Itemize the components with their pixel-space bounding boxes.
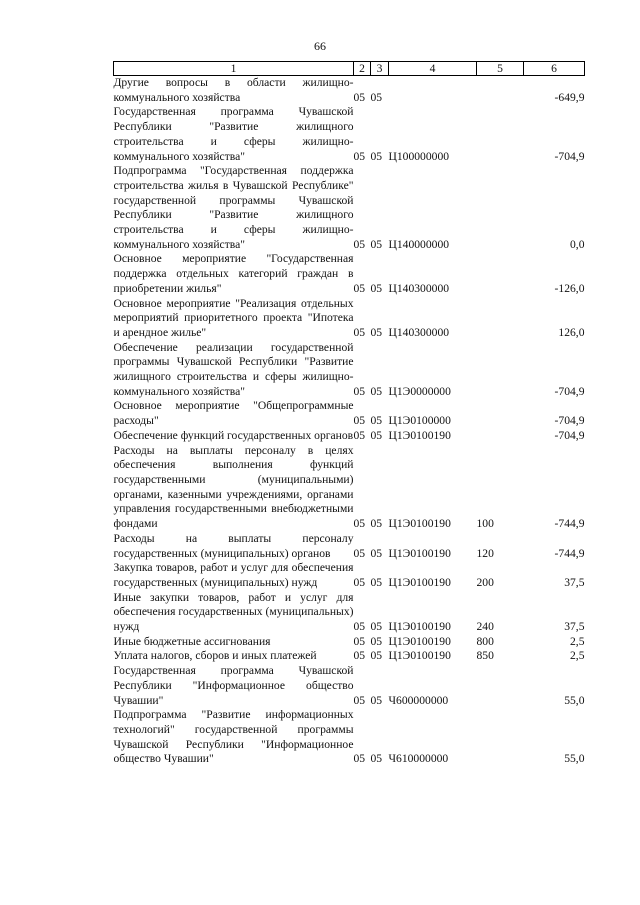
header-col-2: 2 xyxy=(354,62,371,76)
row-name: Государственная программа Чувашской Республики "Информационное общество Чувашии" xyxy=(113,664,354,707)
page-number: 66 xyxy=(314,39,326,53)
row-section: 05 xyxy=(353,546,366,560)
row-amount: 37,5 xyxy=(564,575,585,589)
row-expense-type xyxy=(477,76,524,106)
row-subsection: 05 xyxy=(370,384,383,398)
row-expense-type xyxy=(477,105,524,164)
row-name: Подпрограмма "Развитие информационных технологий" государственной программы Чувашской Республики "Информационное общество Чувашии" xyxy=(113,708,354,766)
row-section: 05 xyxy=(353,620,366,634)
row-section: 05 xyxy=(353,634,366,648)
row-target-article: Ц1Э0000000 xyxy=(388,384,451,398)
row-name: Основное мероприятие "Реализация отдельных мероприятий приоритетного проекта "Ипотека и арендное жилье" xyxy=(113,296,354,339)
row-section: 05 xyxy=(353,575,366,589)
row-subsection: 05 xyxy=(370,517,383,531)
row-expense-type xyxy=(477,252,524,296)
row-name: Основное мероприятие "Государственная поддержка отдельных категорий граждан в приобретении жилья" xyxy=(113,252,354,295)
row-expense-type xyxy=(477,429,524,444)
row-expense-type: 800 xyxy=(476,634,494,648)
row-amount: -126,0 xyxy=(554,281,585,295)
row-target-article: Ц140000000 xyxy=(388,237,450,251)
table-row xyxy=(114,561,585,590)
row-subsection: 05 xyxy=(370,428,383,442)
row-expense-type xyxy=(477,399,524,428)
row-amount: 55,0 xyxy=(564,693,585,707)
table-row xyxy=(114,297,585,341)
header-col-3: 3 xyxy=(371,62,389,76)
row-amount: 0,0 xyxy=(570,237,585,251)
row-section: 05 xyxy=(353,693,366,707)
table-row xyxy=(114,429,585,444)
row-name: Основное мероприятие "Общепрограммные расходы" xyxy=(113,399,354,428)
row-target-article: Ч600000000 xyxy=(388,693,449,707)
header-col-1: 1 xyxy=(114,62,354,76)
row-subsection: 05 xyxy=(370,414,383,428)
row-target-article xyxy=(389,76,477,106)
row-subsection: 05 xyxy=(370,237,383,251)
row-section: 05 xyxy=(353,752,366,766)
row-subsection: 05 xyxy=(370,325,383,339)
row-target-article: Ц100000000 xyxy=(388,149,450,163)
row-section: 05 xyxy=(353,428,366,442)
table-row xyxy=(114,708,585,767)
row-amount: -704,9 xyxy=(554,149,585,163)
row-name: Другие вопросы в области жилищно-коммунального хозяйства xyxy=(113,76,354,104)
table-row xyxy=(114,252,585,296)
row-target-article: Ц1Э0100190 xyxy=(388,634,451,648)
table-row xyxy=(114,664,585,708)
row-amount: 2,5 xyxy=(570,649,585,663)
header-col-4: 4 xyxy=(389,62,477,76)
table-row xyxy=(114,649,585,664)
row-expense-type: 240 xyxy=(476,620,494,634)
row-name: Уплата налогов, сборов и иных платежей xyxy=(113,649,317,663)
row-target-article: Ц1Э0100190 xyxy=(388,649,451,663)
row-expense-type xyxy=(477,297,524,341)
table-header-row xyxy=(114,62,585,76)
row-amount: -649,9 xyxy=(554,90,585,104)
table-row xyxy=(114,532,585,561)
row-name: Иные бюджетные ассигнования xyxy=(113,634,271,648)
row-subsection: 05 xyxy=(370,575,383,589)
table-row xyxy=(114,105,585,164)
row-target-article: Ц1Э0100190 xyxy=(388,620,451,634)
row-target-article: Ц1Э0100190 xyxy=(388,517,451,531)
header-col-6: 6 xyxy=(524,62,585,76)
row-section: 05 xyxy=(353,649,366,663)
row-amount: -704,9 xyxy=(554,414,585,428)
row-expense-type xyxy=(477,164,524,252)
row-name: Обеспечение функций государственных органов xyxy=(113,428,354,442)
row-amount: 55,0 xyxy=(564,752,585,766)
row-target-article: Ч610000000 xyxy=(388,752,449,766)
row-section: 05 xyxy=(353,237,366,251)
row-section: 05 xyxy=(353,414,366,428)
header-col-5: 5 xyxy=(477,62,524,76)
table-row xyxy=(114,76,585,106)
row-name: Обеспечение реализации государственной программы Чувашской Республики "Развитие жилищного строительства и сферы жилищно-коммунального хозяйства" xyxy=(113,340,354,398)
row-subsection: 05 xyxy=(370,149,383,163)
row-amount: -744,9 xyxy=(554,517,585,531)
row-name: Иные закупки товаров, работ и услуг для обеспечения государственных (муниципальных) нужд xyxy=(113,590,354,634)
row-expense-type xyxy=(477,664,524,708)
row-target-article: Ц1Э0100000 xyxy=(388,414,451,428)
row-amount: 37,5 xyxy=(564,620,585,634)
row-section: 05 xyxy=(353,90,366,104)
row-amount: -704,9 xyxy=(554,428,585,442)
row-subsection: 05 xyxy=(370,649,383,663)
row-target-article: Ц1Э0100190 xyxy=(388,428,451,442)
table-row xyxy=(114,164,585,252)
row-subsection: 05 xyxy=(370,281,383,295)
table-row xyxy=(114,444,585,532)
budget-table xyxy=(113,61,585,767)
row-target-article: Ц1Э0100190 xyxy=(388,546,451,560)
row-subsection: 05 xyxy=(370,693,383,707)
row-amount: 2,5 xyxy=(570,634,585,648)
row-subsection: 05 xyxy=(370,634,383,648)
row-expense-type: 100 xyxy=(476,517,494,531)
row-section: 05 xyxy=(353,281,366,295)
table-row xyxy=(114,635,585,650)
row-name: Закупка товаров, работ и услуг для обеспечения государственных (муниципальных) нужд xyxy=(113,561,354,589)
row-section: 05 xyxy=(353,517,366,531)
row-expense-type: 120 xyxy=(476,546,494,560)
table-row xyxy=(114,399,585,428)
row-subsection: 05 xyxy=(370,90,383,104)
row-subsection: 05 xyxy=(370,752,383,766)
row-amount: -704,9 xyxy=(554,384,585,398)
row-section: 05 xyxy=(353,149,366,163)
row-name: Подпрограмма "Государственная поддержка строительства жилья в Чувашской Республике" государственной программы Чувашской Республики "Развитие жилищного строительства и сферы жилищно-коммунального хозяйства" xyxy=(113,164,354,251)
row-expense-type xyxy=(477,341,524,400)
row-amount: 126,0 xyxy=(558,325,585,339)
row-amount: -744,9 xyxy=(554,546,585,560)
table-row xyxy=(114,591,585,635)
row-target-article: Ц140300000 xyxy=(388,325,450,339)
row-expense-type xyxy=(477,708,524,767)
row-section: 05 xyxy=(353,325,366,339)
row-name: Расходы на выплаты персоналу в целях обеспечения выполнения функций государственными (муниципальными) органами, казенными учреждениями, органами управления государственными внебюджетными фондами xyxy=(113,443,354,531)
row-subsection: 05 xyxy=(370,546,383,560)
row-subsection: 05 xyxy=(370,620,383,634)
row-target-article: Ц140300000 xyxy=(388,281,450,295)
row-section: 05 xyxy=(353,384,366,398)
row-expense-type: 850 xyxy=(476,649,494,663)
row-name: Расходы на выплаты персоналу государственных (муниципальных) органов xyxy=(113,531,354,560)
row-expense-type: 200 xyxy=(476,575,494,589)
row-name: Государственная программа Чувашской Республики "Развитие жилищного строительства и сферы жилищно-коммунального хозяйства" xyxy=(113,105,354,163)
row-target-article: Ц1Э0100190 xyxy=(388,575,451,589)
table-body xyxy=(114,76,585,768)
table-row xyxy=(114,341,585,400)
